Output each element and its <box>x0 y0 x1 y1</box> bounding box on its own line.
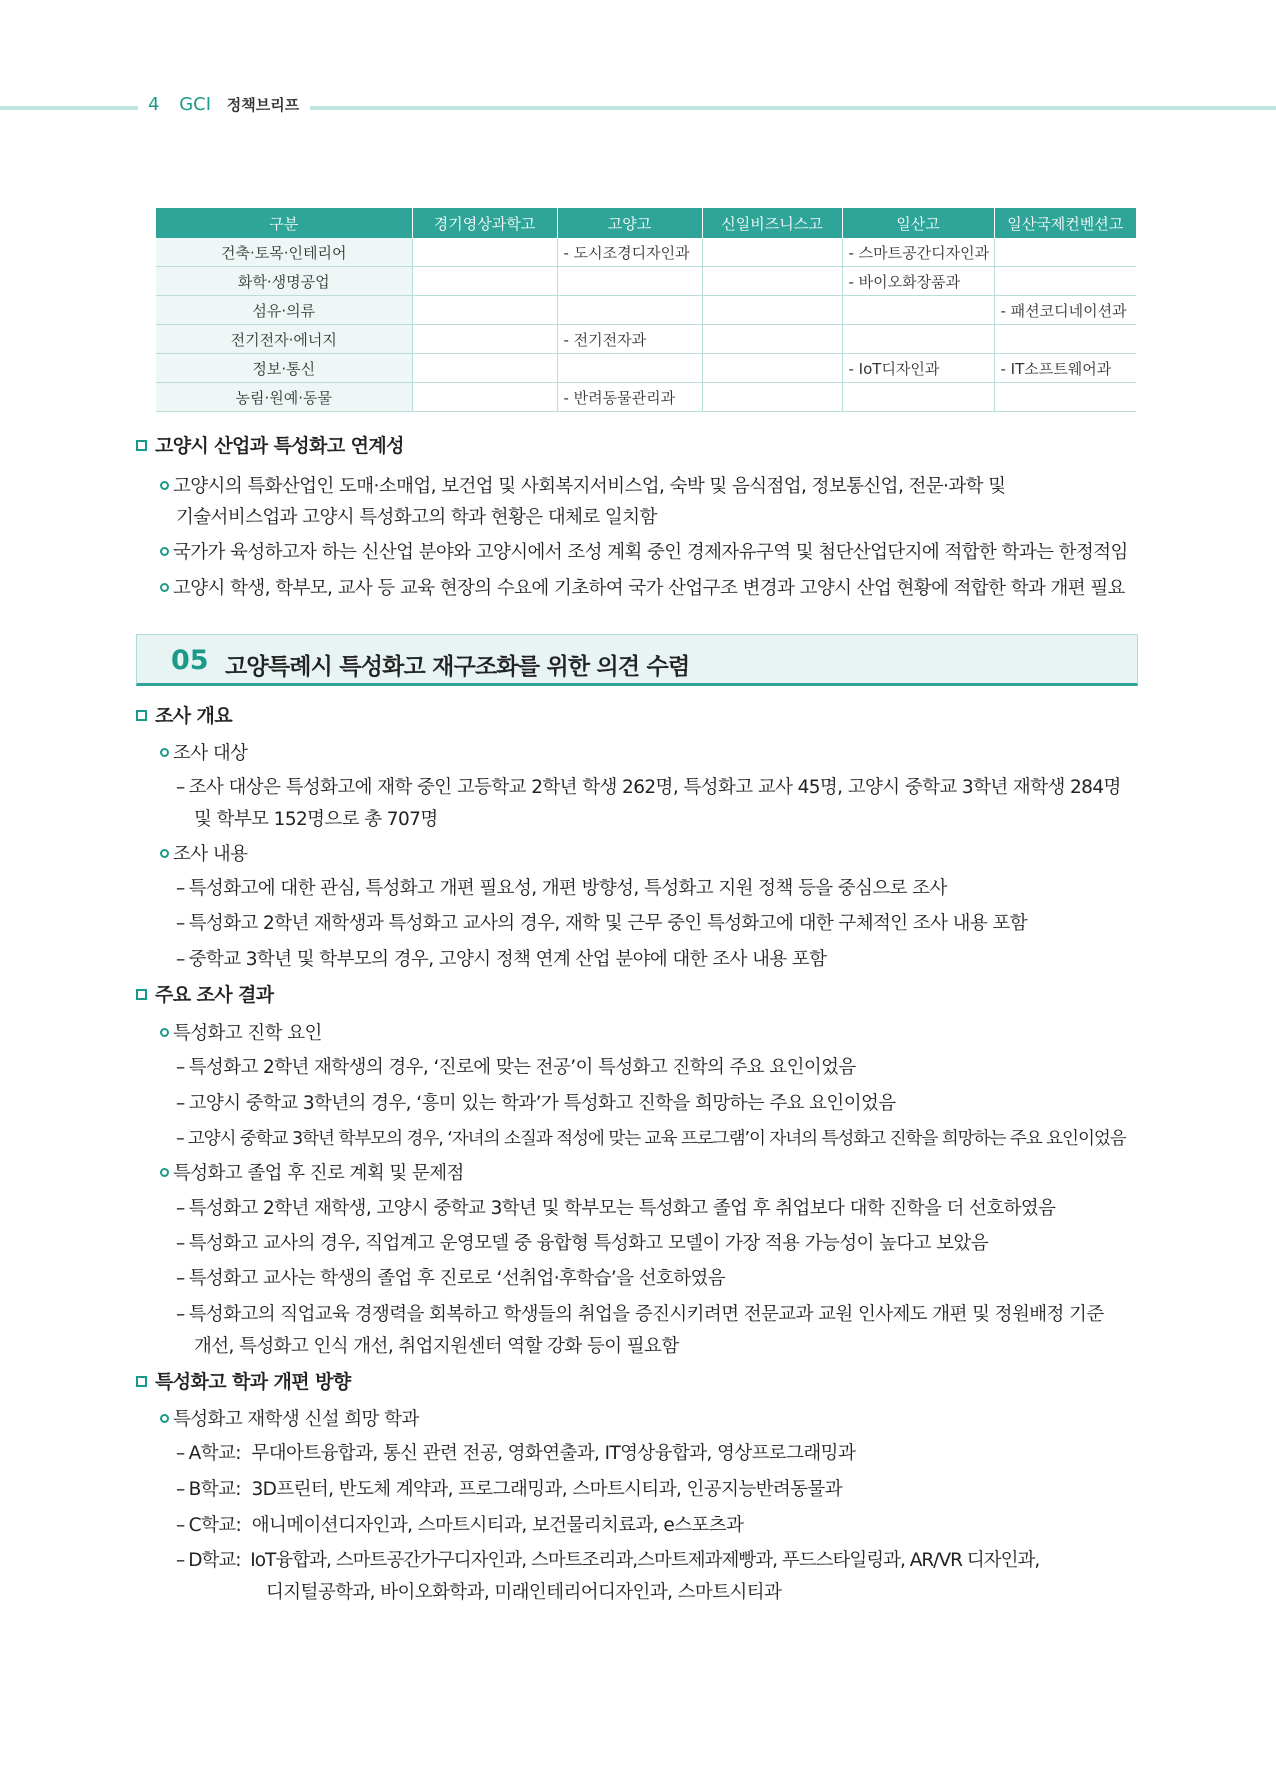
school-label: C학교: <box>188 1515 242 1536</box>
table-cell <box>412 354 557 383</box>
table-row <box>156 383 1136 412</box>
section-header <box>136 634 1138 686</box>
table-header-cell: 경기영상과학고 <box>412 208 557 238</box>
link-item <box>160 475 1005 499</box>
table-cell <box>994 383 1136 412</box>
target-line <box>176 776 1121 800</box>
dash-bullet: – <box>176 1550 185 1571</box>
content-subheading <box>160 843 247 867</box>
table-cell <box>702 383 842 412</box>
circle-bullet-icon <box>160 547 169 556</box>
square-bullet-icon <box>136 710 147 721</box>
table-header-cell: 일산고 <box>842 208 994 238</box>
career-line <box>176 1197 1055 1221</box>
career-subheading <box>160 1162 464 1186</box>
dash-bullet: – <box>176 777 185 798</box>
results-title: 주요 조사 결과 <box>155 984 274 1006</box>
career-title: 특성화고 졸업 후 진로 계획 및 문제점 <box>173 1163 464 1184</box>
dash-bullet: – <box>176 1093 185 1114</box>
table-cell <box>702 238 842 267</box>
target-line-continuation: 및 학부모 152명으로 총 707명 <box>194 809 438 830</box>
table-cell <box>994 267 1136 296</box>
square-bullet-icon <box>136 989 147 1000</box>
dash-bullet: – <box>176 1198 185 1219</box>
table-header-cell: 일산국제컨벤션고 <box>994 208 1136 238</box>
content-title: 조사 내용 <box>173 844 248 865</box>
link-text: 국가가 육성하고자 하는 신산업 분야와 고양시에서 조성 계획 중인 경제자유구역 및 첨단산업단지에 적합한 학과는 한정적임 <box>173 542 1128 563</box>
square-bullet-icon <box>136 1376 147 1387</box>
table-cell <box>412 267 557 296</box>
career-text: 특성화고의 직업교육 경쟁력을 회복하고 학생들의 취업을 증진시키려면 전문교과 교원 인사제도 개편 및 정원배정 기준 <box>188 1304 1104 1325</box>
table-cell <box>702 296 842 325</box>
table-cell <box>412 296 557 325</box>
department-table <box>156 208 1136 412</box>
factor-text: 특성화고 2학년 재학생의 경우, ‘진로에 맞는 전공’이 특성화고 진학의 주요 요인이었음 <box>188 1057 856 1078</box>
table-cell: - IoT디자인과 <box>842 354 994 383</box>
factor-subheading <box>160 1022 322 1046</box>
career-line <box>176 1303 1104 1327</box>
school-line <box>176 1514 743 1538</box>
content-text: 중학교 3학년 및 학부모의 경우, 고양시 정책 연계 산업 분야에 대한 조사 내용 포함 <box>188 949 827 970</box>
school-line-continuation: 디지털공학과, 바이오화학과, 미래인테리어디자인과, 스마트시티과 <box>266 1582 782 1603</box>
dash-bullet: – <box>176 1304 185 1325</box>
table-cell <box>412 238 557 267</box>
table-cell: - IT소프트웨어과 <box>994 354 1136 383</box>
square-bullet-icon <box>136 440 147 451</box>
factor-line <box>176 1092 896 1116</box>
school-label: D학교: <box>188 1550 241 1571</box>
link-item-continuation: 기술서비스업과 고양시 특성화고의 학과 현황은 대체로 일치함 <box>176 507 657 528</box>
table-cell: 화학·생명공업 <box>156 267 412 296</box>
table-cell <box>702 354 842 383</box>
factor-text: 고양시 중학교 3학년 학부모의 경우, ‘자녀의 소질과 적성에 맞는 교육 프로그램’이 자녀의 특성화고 진학을 희망하는 주요 요인이었음 <box>187 1129 1126 1149</box>
dash-bullet: – <box>176 1057 185 1078</box>
table-cell: 건축·토목·인테리어 <box>156 238 412 267</box>
factor-line <box>176 1056 856 1080</box>
brand-name: GCI <box>179 94 212 115</box>
dash-bullet: – <box>176 949 185 970</box>
link-text: 고양시 학생, 학부모, 교사 등 교육 현장의 수요에 기초하여 국가 산업구조 변경과 고양시 산업 현황에 적합한 학과 개편 필요 <box>173 578 1125 599</box>
dash-bullet: – <box>176 1233 185 1254</box>
school-line <box>176 1442 855 1466</box>
table-cell <box>412 383 557 412</box>
career-line-continuation: 개선, 특성화고 인식 개선, 취업지원센터 역할 강화 등이 필요함 <box>194 1336 679 1357</box>
table-cell <box>994 325 1136 354</box>
page-number: 4 <box>148 94 160 115</box>
wish-subheading <box>160 1408 419 1432</box>
target-subheading <box>160 742 247 766</box>
table-cell: - 전기전자과 <box>557 325 702 354</box>
table-cell: 섬유·의류 <box>156 296 412 325</box>
factor-line <box>176 1127 1126 1151</box>
section-number: 05 <box>171 645 209 676</box>
table-cell: 전기전자·에너지 <box>156 325 412 354</box>
career-line <box>176 1232 988 1256</box>
reform-heading <box>136 1370 351 1394</box>
content-line <box>176 877 947 901</box>
school-line <box>176 1549 1039 1573</box>
dash-bullet: – <box>176 1268 185 1289</box>
factor-title: 특성화고 진학 요인 <box>173 1023 322 1044</box>
target-text: 조사 대상은 특성화고에 재학 중인 고등학교 2학년 학생 262명, 특성화고 교사 45명, 고양시 중학교 3학년 재학생 284명 <box>188 777 1121 798</box>
dash-bullet: – <box>176 1479 185 1500</box>
overview-title: 조사 개요 <box>155 705 233 727</box>
school-text: 애니메이션디자인과, 스마트시티과, 보건물리치료과, e스포츠과 <box>251 1515 744 1536</box>
publication-name: 정책브리프 <box>226 96 300 114</box>
link-item <box>160 541 1128 565</box>
page-header <box>0 92 1276 122</box>
school-text: 3D프린터, 반도체 계약과, 프로그래밍과, 스마트시티과, 인공지능반려동물과 <box>251 1479 842 1500</box>
link-text: 고양시의 특화산업인 도매·소매업, 보건업 및 사회복지서비스업, 숙박 및 음식점업, 정보통신업, 전문·과학 및 <box>173 476 1006 497</box>
wish-title: 특성화고 재학생 신설 희망 학과 <box>173 1409 419 1430</box>
table-cell: 농림·원예·동물 <box>156 383 412 412</box>
table-cell <box>842 325 994 354</box>
table-header-cell: 고양고 <box>557 208 702 238</box>
table-cell: - 패션코디네이션과 <box>994 296 1136 325</box>
section-title: 고양특례시 특성화고 재구조화를 위한 의견 수렴 <box>225 654 690 680</box>
dash-bullet: – <box>176 1129 184 1149</box>
school-label: B학교: <box>188 1479 241 1500</box>
circle-bullet-icon <box>160 481 169 490</box>
circle-bullet-icon <box>160 849 169 858</box>
factor-text: 고양시 중학교 3학년의 경우, ‘흥미 있는 학과’가 특성화고 진학을 희망하는 주요 요인이었음 <box>188 1093 896 1114</box>
school-text: IoT융합과, 스마트공간가구디자인과, 스마트조리과,스마트제과제빵과, 푸드스타일링과, AR/VR 디자인과, <box>250 1550 1040 1571</box>
circle-bullet-icon <box>160 748 169 757</box>
content-text: 특성화고 2학년 재학생과 특성화고 교사의 경우, 재학 및 근무 중인 특성화고에 대한 구체적인 조사 내용 포함 <box>188 913 1027 934</box>
table-cell: - 바이오화장품과 <box>842 267 994 296</box>
table-row <box>156 354 1136 383</box>
career-text: 특성화고 교사의 경우, 직업계고 운영모델 중 융합형 특성화고 모델이 가장 적용 가능성이 높다고 보았음 <box>188 1233 988 1254</box>
header-rule-right <box>310 106 1276 110</box>
table-cell <box>842 296 994 325</box>
table-cell: - 반려동물관리과 <box>557 383 702 412</box>
dash-bullet: – <box>176 1443 185 1464</box>
school-line <box>176 1478 842 1502</box>
circle-bullet-icon <box>160 1414 169 1423</box>
school-label: A학교: <box>188 1443 241 1464</box>
table-row <box>156 267 1136 296</box>
table-cell <box>702 267 842 296</box>
dash-bullet: – <box>176 1515 185 1536</box>
dash-bullet: – <box>176 913 185 934</box>
table-header-cell: 구분 <box>156 208 412 238</box>
table-cell <box>557 354 702 383</box>
school-text: 무대아트융합과, 통신 관련 전공, 영화연출과, IT영상융합과, 영상프로그래밍과 <box>251 1443 856 1464</box>
career-text: 특성화고 2학년 재학생, 고양시 중학교 3학년 및 학부모는 특성화고 졸업 후 취업보다 대학 진학을 더 선호하였음 <box>188 1198 1056 1219</box>
table-cell <box>557 296 702 325</box>
circle-bullet-icon <box>160 583 169 592</box>
reform-title: 특성화고 학과 개편 방향 <box>155 1371 351 1393</box>
link-item <box>160 577 1125 601</box>
overview-heading <box>136 704 232 728</box>
table-cell <box>994 238 1136 267</box>
circle-bullet-icon <box>160 1028 169 1037</box>
table-cell <box>702 325 842 354</box>
target-title: 조사 대상 <box>173 743 248 764</box>
table-cell <box>412 325 557 354</box>
table-cell: - 도시조경디자인과 <box>557 238 702 267</box>
table-header-row <box>156 208 1136 238</box>
results-heading <box>136 983 274 1007</box>
table-cell <box>557 267 702 296</box>
link-title: 고양시 산업과 특성화고 연계성 <box>155 435 404 457</box>
dash-bullet: – <box>176 878 185 899</box>
career-text: 특성화고 교사는 학생의 졸업 후 진로로 ‘선취업·후학습’을 선호하였음 <box>188 1268 726 1289</box>
content-text: 특성화고에 대한 관심, 특성화고 개편 필요성, 개편 방향성, 특성화고 지원 정책 등을 중심으로 조사 <box>188 878 947 899</box>
header-rule-left <box>0 106 138 110</box>
table-row <box>156 325 1136 354</box>
table-row <box>156 296 1136 325</box>
link-heading <box>136 434 404 458</box>
content-line <box>176 912 1027 936</box>
content-line <box>176 948 826 972</box>
table-cell <box>842 383 994 412</box>
career-line <box>176 1267 725 1291</box>
table-cell: - 스마트공간디자인과 <box>842 238 994 267</box>
table-cell: 정보·통신 <box>156 354 412 383</box>
circle-bullet-icon <box>160 1168 169 1177</box>
header-label <box>148 94 299 115</box>
table-row <box>156 238 1136 267</box>
table-header-cell: 신일비즈니스고 <box>702 208 842 238</box>
